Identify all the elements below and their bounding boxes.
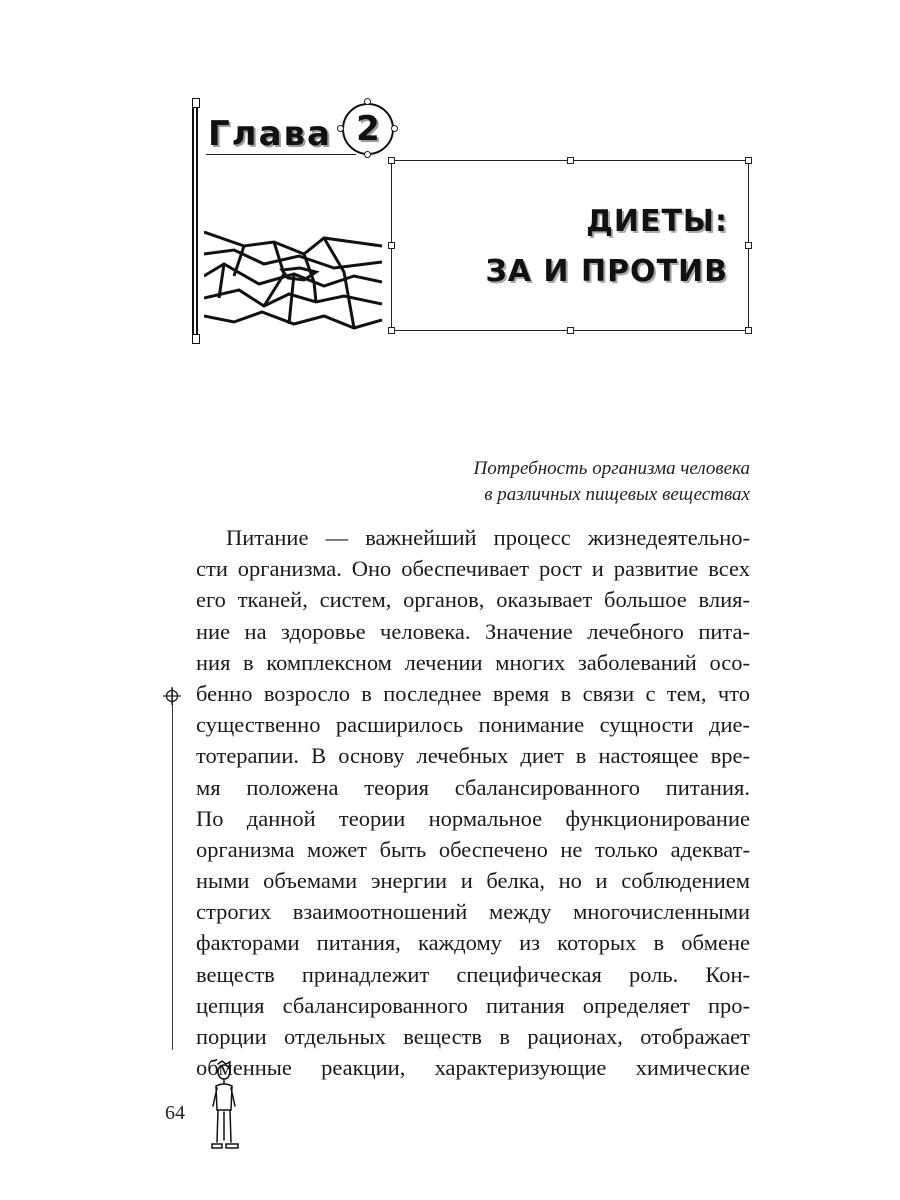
body-line: цепция сбалансированного питания определяет про-: [196, 992, 750, 1018]
epigraph-line: Потребность организма человека: [473, 458, 750, 479]
chapter-side-rule: [192, 98, 198, 344]
body-line: ния в комплексном лечении многих заболеваний осо-: [196, 649, 750, 675]
arrow-down-icon: [192, 334, 200, 344]
body-line: тотерапии. В основу лечебных диет в настоящее вре-: [196, 743, 750, 769]
chapter-underline: [206, 154, 356, 155]
body-line: порции отдельных веществ в рационах, отображает: [196, 1024, 750, 1049]
epigraph: [474, 456, 750, 508]
epigraph-line: в различных пищевых веществах: [484, 484, 750, 505]
page-number: 64: [165, 1102, 185, 1124]
chapter-title-line: ЗА И ПРОТИВ: [485, 254, 728, 289]
circle-handle: [364, 98, 371, 105]
frame-handle: [388, 242, 395, 249]
standing-man-icon: [204, 1060, 244, 1156]
body-line: ными объемами энергии и белка, но и соблюдением: [196, 868, 750, 894]
chapter-number: 2: [342, 103, 394, 155]
body-line: Питание — важнейший процесс жизнедеятельно-: [226, 525, 750, 550]
frame-handle: [745, 327, 752, 334]
crack-decoration-icon: [204, 224, 384, 334]
body-line: веществ принадлежит специфическая роль. Кон-: [196, 961, 750, 987]
arrow-up-icon: [192, 98, 200, 108]
body-line: По данной теории нормальное функционирование: [196, 805, 750, 831]
frame-handle: [567, 157, 574, 164]
body-line: мя положена теория сбалансированного питания.: [196, 774, 750, 800]
body-paragraph: [196, 522, 750, 1083]
body-line: существенно расширилось понимание сущности дие-: [196, 712, 750, 738]
body-line: организма может быть обеспечено не только адекват-: [196, 836, 750, 862]
body-line: строгих взаимоотношений между многочисленными: [196, 899, 750, 925]
frame-handle: [388, 327, 395, 334]
crosshair-icon: [163, 687, 181, 705]
chapter-title-line: ДИЕТЫ:: [586, 204, 728, 239]
chapter-title: [485, 197, 728, 297]
chapter-label: Глава: [208, 114, 332, 154]
frame-handle: [567, 327, 574, 334]
title-frame: [391, 160, 749, 331]
circle-handle: [391, 125, 398, 132]
frame-handle: [745, 242, 752, 249]
frame-handle: [745, 157, 752, 164]
margin-rule: [172, 688, 173, 1050]
body-line: факторами питания, каждому из которых в обмене: [196, 930, 750, 956]
body-line: его тканей, систем, органов, оказывает большое влия-: [196, 587, 750, 613]
body-line: сти организма. Оно обеспечивает рост и развитие всех: [196, 556, 750, 582]
body-line: бенно возросло в последнее время в связи с тем, что: [196, 680, 750, 706]
frame-handle: [388, 157, 395, 164]
circle-handle: [364, 151, 371, 158]
circle-handle: [337, 125, 344, 132]
body-line: ние на здоровье человека. Значение лечебного пита-: [196, 618, 750, 644]
body-line: обменные реакции, характеризующие химические: [196, 1055, 750, 1081]
